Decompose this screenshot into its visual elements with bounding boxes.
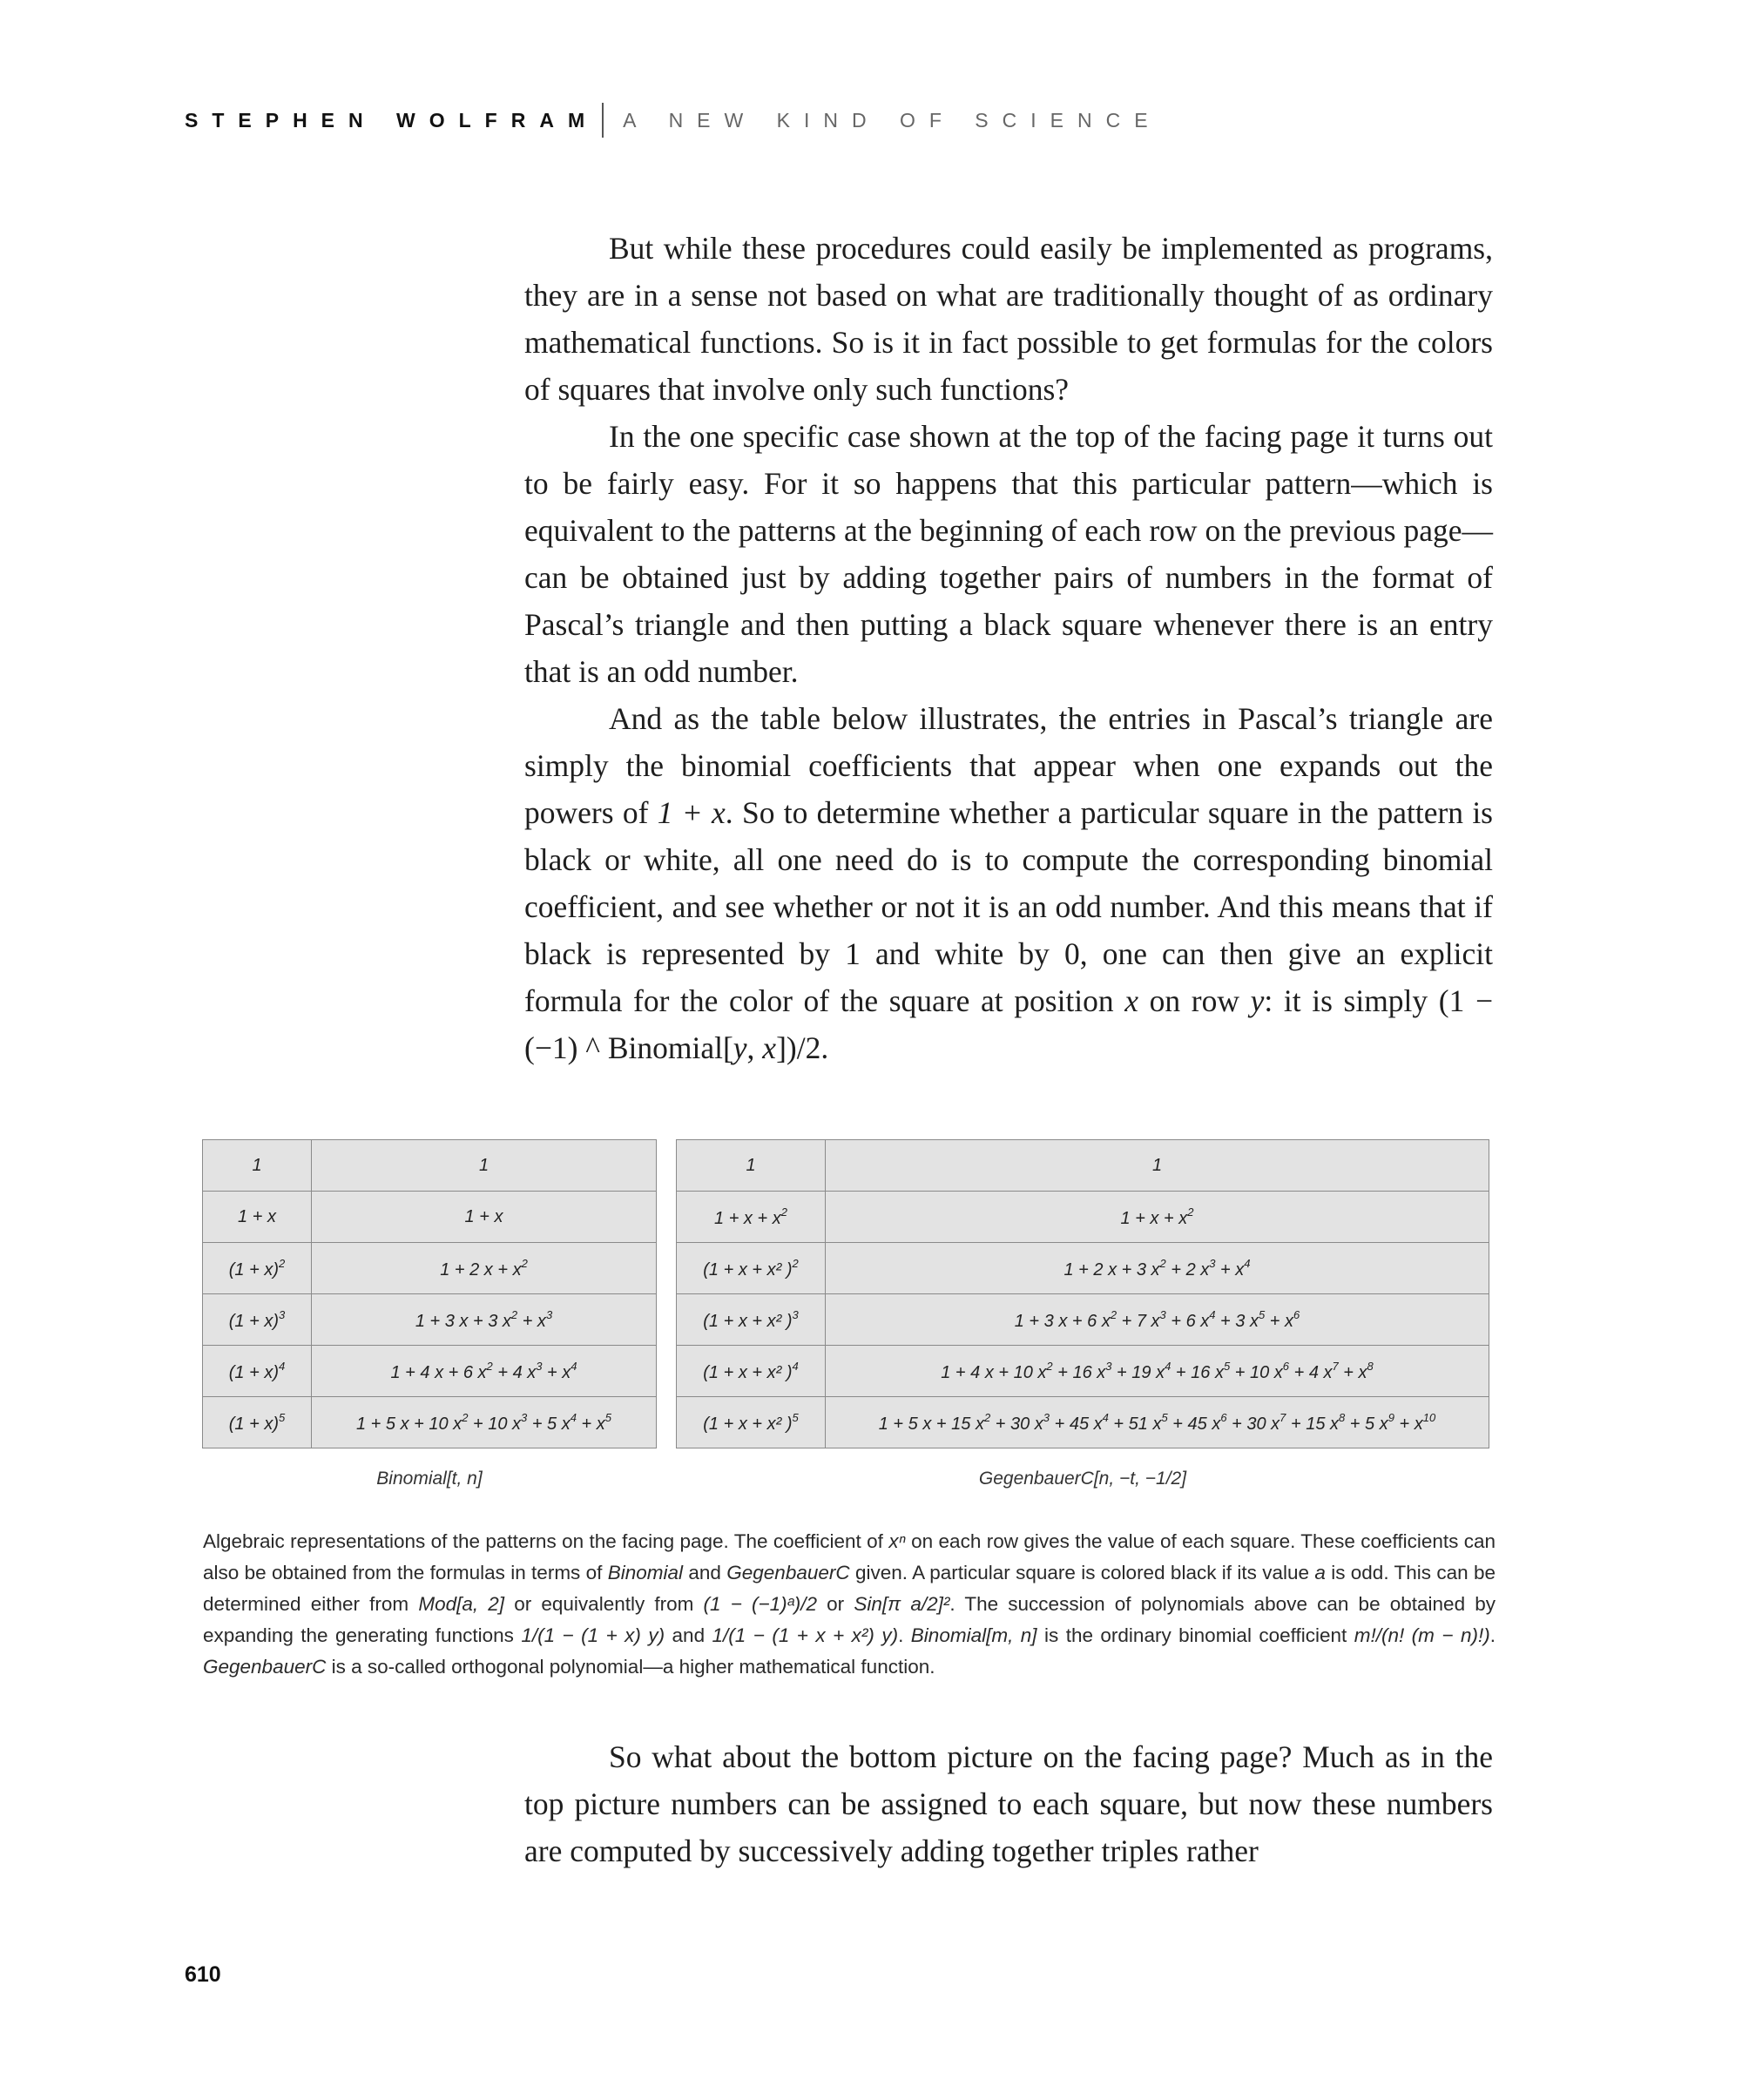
power-cell: $(1 + x)^4$ — [203, 1346, 312, 1397]
power-cell: 1 — [677, 1140, 826, 1192]
expansion-cell: 1 — [826, 1140, 1489, 1192]
power-cell: $(1 + x)^5$ — [203, 1397, 312, 1448]
expansion-cell: 1 + 4 x + 10 $x^2 + 16$ $x^3 + 19$ $x^4 + 16$ $x^5 + 10$ $x^6 + 4$ $x^7 + x^8$ — [826, 1346, 1489, 1397]
table-row — [677, 1243, 1489, 1294]
table-row — [677, 1294, 1489, 1346]
table-row — [203, 1243, 657, 1294]
table-row — [203, 1192, 657, 1243]
paragraph: And as the table below illustrates, the entries in Pascal’s triangle are simply the binomial coefficients that appear when one expands out the powers of 1 + x. So to determine whether a particular square in the pattern is black or white, all one need do is to compute the corresponding binomial coefficient, and see whether or not it is an odd number. And this means that if black is represented by 1 and white by 0, one can then give an explicit formula for the color of the square at position x on row y: it is simply (1 − (−1) ^ Binomial[y, x])/2. — [524, 701, 1494, 1065]
body-text-bottom — [524, 1733, 1493, 1874]
table-row — [677, 1397, 1489, 1448]
expansion-cell: 1 + 4 x + 6 $x^2 + 4$ $x^3 + x^4$ — [312, 1346, 657, 1397]
gegenbauer-table-label: GegenbauerC[n, −t, −1/2] — [978, 1469, 1187, 1489]
paragraph: In the one specific case shown at the top of the facing page it turns out to be fairly easy. For it so happens that this particular pattern—which is equivalent to the patterns at the beginning of each row on the previous page—can be obtained just by adding together pairs of numbers in the format of Pascal’s triangle and then putting a black square whenever there is an entry that is an odd number. — [524, 419, 1493, 689]
expansion-cell: 1 + 3 x + 6 $x^2 + 7$ $x^3 + 6$ $x^4 + 3$ $x^5 + x^6$ — [826, 1294, 1489, 1346]
table-row — [203, 1140, 657, 1192]
power-cell: $(1 + x)^3$ — [203, 1294, 312, 1346]
power-cell: $1 + x + x^2$ — [677, 1192, 826, 1243]
table-row — [203, 1346, 657, 1397]
expansion-cell: 1 + 2 $x + x^2$ — [312, 1243, 657, 1294]
header-divider — [602, 103, 604, 138]
table-row — [203, 1294, 657, 1346]
body-text-top — [524, 225, 1493, 1071]
paragraph: So what about the bottom picture on the facing page? Much as in the top picture numbers can be assigned to each square, but now these numbers are computed by successively adding together triples rather — [524, 1739, 1493, 1868]
gegenbauer-table — [676, 1139, 1489, 1448]
expansion-cell: 1 + 5 x + 15 $x^2 + 30$ $x^3 + 45$ $x^4 + 51$ $x^5 + 45$ $x^6 + 30$ $x^7 + 15$ $x^8 + 5$ $x^9 + x^{10}$ — [826, 1397, 1489, 1448]
power-cell: (1 + x + x² )$^3$ — [677, 1294, 826, 1346]
binomial-table — [202, 1139, 657, 1448]
power-cell: 1 + x — [203, 1192, 312, 1243]
expansion-cell: 1 + 5 x + 10 $x^2 + 10$ $x^3 + 5$ $x^4 + x^5$ — [312, 1397, 657, 1448]
expansion-cell: 1 — [312, 1140, 657, 1192]
expansion-cell: 1 + 2 x + 3 $x^2 + 2$ $x^3 + x^4$ — [826, 1243, 1489, 1294]
expansion-cell: 1 + 3 x + 3 $x^2 + x^3$ — [312, 1294, 657, 1346]
page-number: 610 — [185, 1962, 221, 1987]
table-row — [677, 1192, 1489, 1243]
power-cell: $(1 + x)^2$ — [203, 1243, 312, 1294]
table-row — [677, 1140, 1489, 1192]
power-cell: (1 + x + x² )$^2$ — [677, 1243, 826, 1294]
power-cell: 1 — [203, 1140, 312, 1192]
table-row — [203, 1397, 657, 1448]
header-book-title: A NEW KIND OF SCIENCE — [623, 108, 1162, 132]
power-cell: (1 + x + x² )$^5$ — [677, 1397, 826, 1448]
running-header — [185, 103, 1162, 138]
figure-caption: Algebraic representations of the patterns on the facing page. The coefficient of xⁿ on each row gives the value of each square. These coefficients can also be obtained from the formulas in terms of Binomial and GegenbauerC given. A particular square is colored black if its value a is odd. This can be determined either from Mod[a, 2] or equivalently from (1 − (−1)ᵃ)/2 or Sin[π a/2]². The succession of polynomials above can be obtained by expanding the generating functions 1/(1 − (1 + x) y) and 1/(1 − (1 + x + x²) y). Binomial[m, n] is the ordinary binomial coefficient m!/(n! (m − n)!). GegenbauerC is a so-called orthogonal polynomial—a higher mathematical function. — [203, 1530, 1496, 1678]
expansion-cell: $1 + x + x^2$ — [826, 1192, 1489, 1243]
expansion-cell: 1 + x — [312, 1192, 657, 1243]
binomial-table-label: Binomial[t, n] — [376, 1469, 483, 1489]
table-row — [677, 1346, 1489, 1397]
power-cell: (1 + x + x² )$^4$ — [677, 1346, 826, 1397]
header-author: STEPHEN WOLFRAM — [185, 108, 599, 132]
paragraph: But while these procedures could easily be implemented as programs, they are in a sense not based on what are traditionally thought of as ordinary mathematical functions. So is it in fact possible to get formulas for the colors of squares that involve only such functions? — [524, 231, 1493, 407]
